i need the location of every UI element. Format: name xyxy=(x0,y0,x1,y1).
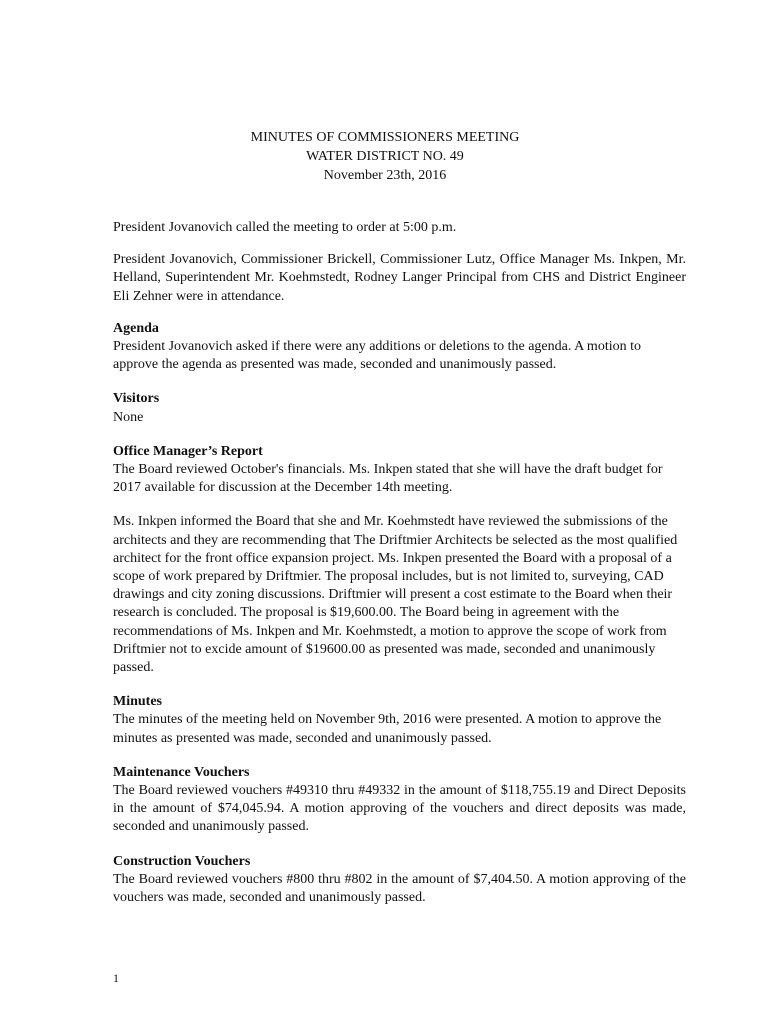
section-construction-vouchers xyxy=(113,853,686,908)
section-office-manager-report xyxy=(113,443,686,677)
section-paragraph: Ms. Inkpen informed the Board that she and Mr. Koehmstedt have reviewed the submissions of the architects and they are recommending that The Driftmier Architects be selected as the most qualified architect for the front office expansion project. Ms. Inkpen presented the Board with a proposal of a scope of work prepared by Driftmier. The proposal includes, but is not limited to, surveying, CAD drawings and city zoning discussions. Driftmier will present a cost estimate to the Board when their research is concluded. The proposal is $19,600.00. The Board being in agreement with the recommendations of Ms. Inkpen and Mr. Koehmstedt, a motion to approve the scope of work from Driftmier not to excide amount of $19600.00 as presented was made, seconded and unanimously passed. xyxy=(113,514,678,676)
section-heading: Office Manager’s Report xyxy=(113,443,263,459)
section-heading: Maintenance Vouchers xyxy=(113,764,250,780)
call-to-order-paragraph: President Jovanovich called the meeting to order at 5:00 p.m. xyxy=(113,220,457,235)
section-heading: Construction Vouchers xyxy=(113,853,251,869)
section-heading: Agenda xyxy=(113,320,159,336)
section-minutes xyxy=(113,693,686,748)
document-subtitle: WATER DISTRICT NO. 49 xyxy=(306,149,464,164)
section-heading: Visitors xyxy=(113,391,160,407)
attendance-paragraph: President Jovanovich, Commissioner Brickell, Commissioner Lutz, Office Manager Ms. Inkpen, Mr. Helland, Superintendent Mr. Koehmstedt, Rodney Langer Principal from CHS and District Engineer Eli Zehner were in attendance. xyxy=(113,252,686,304)
meeting-date: November 23th, 2016 xyxy=(323,168,447,183)
section-paragraph: The minutes of the meeting held on November 9th, 2016 were presented. A motion to approve the minutes as presented was made, seconded and unanimously passed. xyxy=(113,712,662,746)
page-number: 1 xyxy=(113,971,119,985)
section-paragraph: President Jovanovich asked if there were any additions or deletions to the agenda. A motion to approve the agenda as presented was made, seconded and unanimously passed. xyxy=(113,339,641,373)
section-paragraph: The Board reviewed vouchers #800 thru #802 in the amount of $7,404.50. A motion approving of the vouchers was made, seconded and unanimously passed. xyxy=(113,871,686,906)
section-paragraph: None xyxy=(113,409,144,425)
document-title: MINUTES OF COMMISSIONERS MEETING xyxy=(250,130,520,145)
section-agenda xyxy=(113,320,686,375)
section-paragraph: The Board reviewed October's financials. Ms. Inkpen stated that she will have the draft budget for 2017 available for discussion at the December 14th meeting. xyxy=(113,462,663,496)
section-heading: Minutes xyxy=(113,694,162,710)
document-body xyxy=(113,219,686,923)
document-header xyxy=(0,128,770,185)
section-visitors xyxy=(113,390,686,426)
section-maintenance-vouchers xyxy=(113,764,686,837)
section-paragraph: The Board reviewed vouchers #49310 thru #49332 in the amount of $118,755.19 and Direct Deposits in the amount of $74,045.94. A motion approving of the vouchers and direct deposits was made, seconded and unanimously passed. xyxy=(113,783,686,835)
